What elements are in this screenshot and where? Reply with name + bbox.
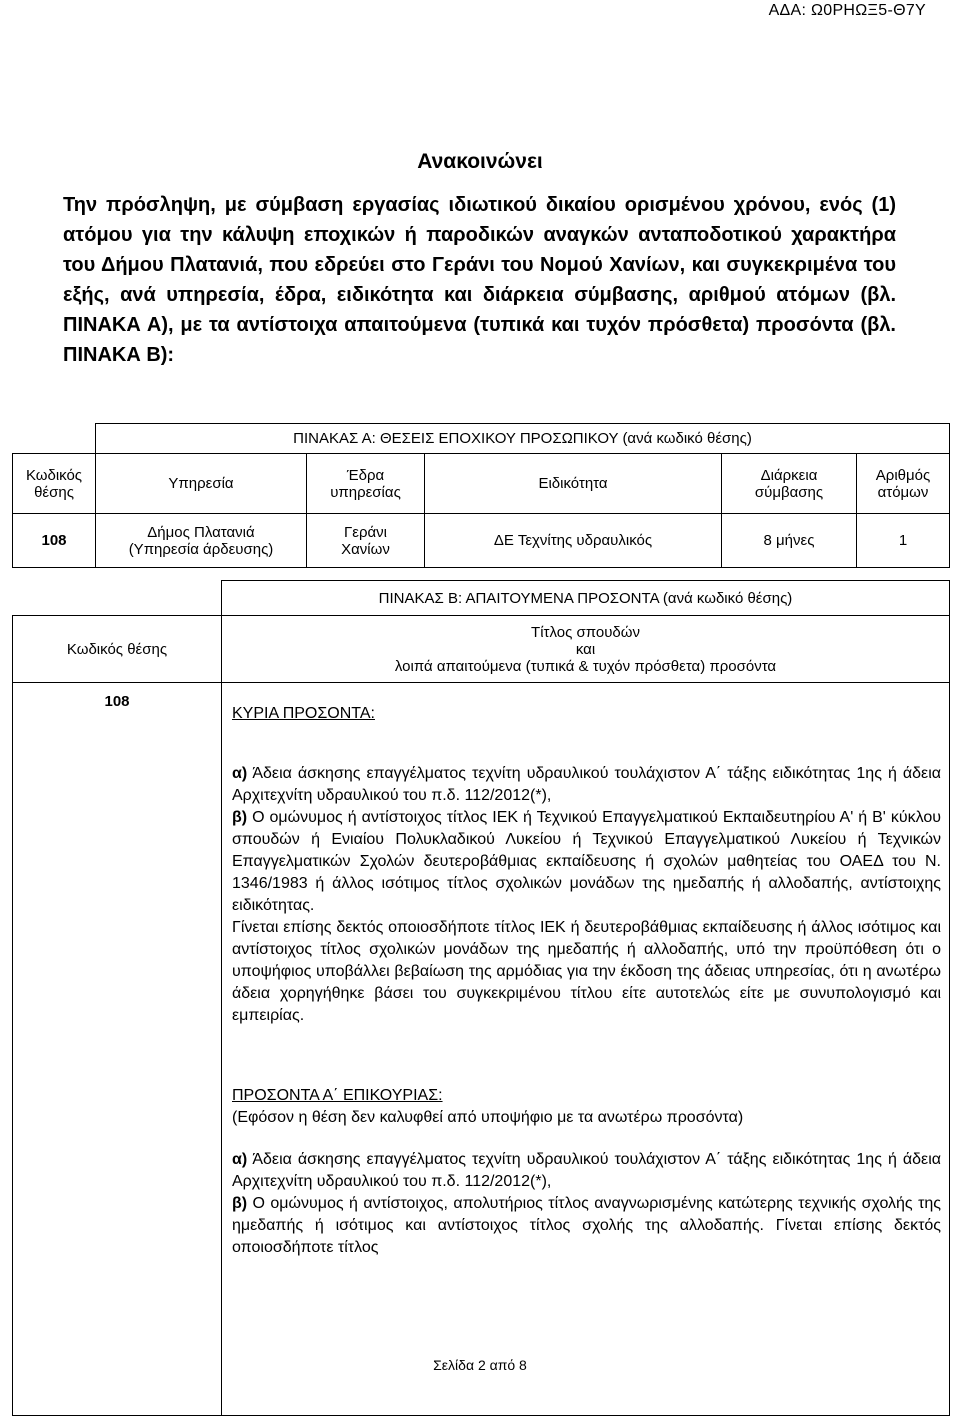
header-code: Κωδικός θέσης xyxy=(13,616,222,683)
table-b-header-row xyxy=(13,616,950,683)
table-a-title: ΠΙΝΑΚΑΣ Α: ΘΕΣΕΙΣ ΕΠΟΧΙΚΟΥ ΠΡΟΣΩΠΙΚΟΥ (ανά κωδικό θέσης) xyxy=(96,424,950,454)
header-service: Υπηρεσία xyxy=(96,454,307,514)
header-duration: Διάρκεια σύμβασης xyxy=(722,454,857,514)
cell-duration: 8 μήνες xyxy=(722,514,857,568)
header-seat: Έδρα υπηρεσίας xyxy=(307,454,425,514)
main-qualification-b: β) Ο ομώνυμος ή αντίστοιχος τίτλος ΙΕΚ ή Τεχνικού Επαγγελματικού Εκπαιδευτηρίου Α' ή Β' κύκλου σπουδών ή Ενιαίου Πολυκλαδικού Λυκείου ή Τεχνικού Επαγγελματικού Λυκείου ή Τεχνικών Επαγγελματικών Σχολών δευτεροβάθμιας εκπαίδευσης ή σχολών μαθητείας του ΟΑΕΔ του Ν. 1346/1983 ή άλλος ισότιμος τίτλος σχολικών μονάδων της ημεδαπής ή αλλοδαπής, αντίστοιχης ειδικότητας. xyxy=(232,809,941,914)
table-row xyxy=(13,683,950,1416)
table-b-title: ΠΙΝΑΚΑΣ Β: ΑΠΑΙΤΟΥΜΕΝΑ ΠΡΟΣΟΝΤΑ (ανά κωδικό θέσης) xyxy=(222,581,950,616)
header-requirements: Τίτλος σπουδών και λοιπά απαιτούμενα (τυπικά & τυχόν πρόσθετα) προσόντα xyxy=(222,616,950,683)
aux-qualifications-heading: ΠΡΟΣΟΝΤΑ Α΄ ΕΠΙΚΟΥΡΙΑΣ: xyxy=(232,1087,443,1104)
header-code: Κωδικός θέσης xyxy=(13,454,96,514)
intro-paragraph: Την πρόσληψη, με σύμβαση εργασίας ιδιωτικού δικαίου ορισμένου χρόνου, ενός (1) ατόμου για την κάλυψη εποχικών ή παροδικών αναγκών ανταποδοτικού χαρακτήρα του Δήμου Πλατανιά, που εδρεύει στο Γεράνι του Νομού Χανίων, και συγκεκριμένα του εξής, ανά υπηρεσία, έδρα, ειδικότητα και διάρκεια σύμβασης, αριθμού ατόμων (βλ. ΠΙΝΑΚΑ Α), με τα αντίστοιχα απαιτούμενα (τυπικά και τυχόν πρόσθετα) προσόντα (βλ. ΠΙΝΑΚΑ Β): xyxy=(63,194,896,366)
table-b xyxy=(12,580,950,1416)
cell-count: 1 xyxy=(857,514,950,568)
table-row xyxy=(13,514,950,568)
table-a-header-row xyxy=(13,454,950,514)
table-a xyxy=(12,423,950,568)
ada-code: ΑΔΑ: Ω0ΡΗΩΞ5-Θ7Υ xyxy=(768,2,926,19)
page-footer: Σελίδα 2 από 8 xyxy=(433,1357,527,1373)
aux-note: (Εφόσον η θέση δεν καλυφθεί από υποψήφιο με τα ανωτέρω προσόντα) xyxy=(232,1109,744,1126)
main-qualification-a: α) Άδεια άσκησης επαγγέλματος τεχνίτη υδραυλικού τουλάχιστον Α΄ τάξης ειδικότητας 1ης ή άδεια Αρχιτεχνίτη υδραυλικού του π.δ. 112/2012(*), xyxy=(232,765,941,804)
main-qualifications-heading: ΚΥΡΙΑ ΠΡΟΣΟΝΤΑ: xyxy=(232,705,375,722)
requirements-cell xyxy=(222,683,950,1416)
main-qualification-extra: Γίνεται επίσης δεκτός οποιοσδήποτε τίτλος ΙΕΚ ή δευτεροβάθμιας εκπαίδευσης ή άλλος ισότιμος και αντίστοιχος τίτλος σχολικών μονάδων της ημεδαπής ή αλλοδαπής, υπό την προϋπόθεση ότι ο υποψήφιος υποβάλλει βεβαίωση της αρμόδιας για την έκδοση της άδειας υπηρεσίας, ότι η ανωτέρω άδεια χορηγήθηκε βάσει του συγκεκριμένου τίτλου είτε αυτοτελώς είτε με συνυπολογισμό και εμπειρίας. xyxy=(232,919,941,1024)
cell-specialty: ΔΕ Τεχνίτης υδραυλικός xyxy=(425,514,722,568)
aux-qualification-a: α) Άδεια άσκησης επαγγέλματος τεχνίτη υδραυλικού τουλάχιστον Α΄ τάξης ειδικότητας 1ης ή άδεια Αρχιτεχνίτη υδραυλικού του π.δ. 112/2012(*), xyxy=(232,1151,941,1190)
cell-code: 108 xyxy=(13,514,96,568)
header-count: Αριθμός ατόμων xyxy=(857,454,950,514)
cell-seat: Γεράνι Χανίων xyxy=(307,514,425,568)
cell-service: Δήμος Πλατανιά (Υπηρεσία άρδευσης) xyxy=(96,514,307,568)
aux-qualification-b: β) Ο ομώνυμος ή αντίστοιχος, απολυτήριος τίτλος αναγνωρισμένης κατώτερης τεχνικής σχολής της ημεδαπής ή ισότιμος και αντίστοιχος τίτλος σχολής της αλλοδαπής. Γίνεται επίσης δεκτός οποιοσδήποτε τίτλος xyxy=(232,1195,941,1256)
announce-heading: Ανακοινώνει xyxy=(417,150,543,173)
cell-code: 108 xyxy=(13,683,222,1416)
header-specialty: Ειδικότητα xyxy=(425,454,722,514)
